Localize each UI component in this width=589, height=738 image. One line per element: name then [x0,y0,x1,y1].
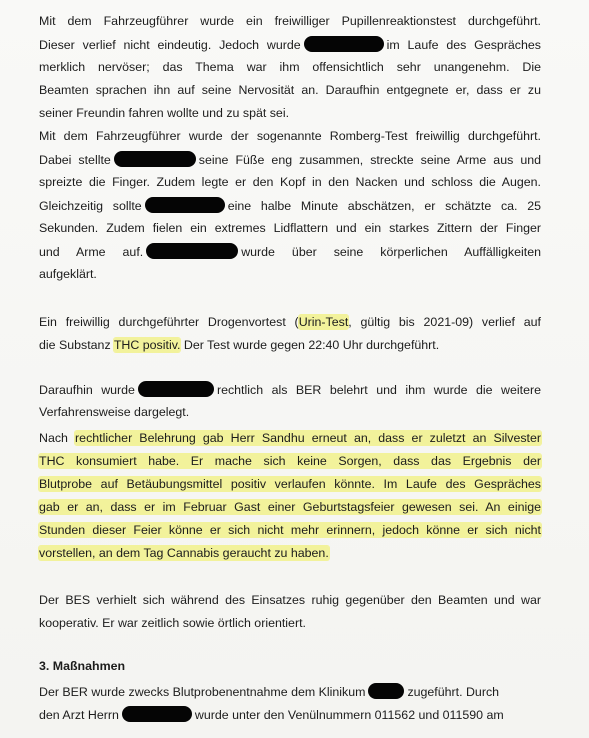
text-span: Gleichzeitig sollte [39,199,142,213]
highlighted-text: Blutprobe auf Betäubungsmittel positiv verlaufen könnte. Im Laufe des Gespräches [39,477,541,491]
text-span: die Substanz [39,338,111,352]
section-heading: 3. Maßnahmen [39,659,126,673]
text-span: wurde unter den Venülnummern 011562 und 011590 am [194,708,504,722]
paragraph-line [39,453,541,469]
text-span: Dabei stellte [39,153,111,167]
text-span: Der Test wurde gegen 22:40 Uhr durchgeführt. [183,338,440,352]
highlighted-text: THC konsumiert habe. Er mache sich keine Sorgen, dass das Ergebnis der [39,454,541,468]
text-span: im Laufe des Gespräches [386,38,541,52]
highlighted-text: gab er an, dass er im Februar Gast einer Geburtstagsfeier gewesen sei. An einige [39,500,541,514]
highlighted-text: vorstellen, an dem Tag Cannabis geraucht zu haben. [39,546,329,560]
text-span: und Arme auf. [39,245,144,259]
redaction-bar [145,197,225,213]
text-span: Der BER wurde zwecks Blutprobenentnahme dem Klinikum [39,685,366,699]
text-span: zugeführt. Durch [407,685,500,699]
paragraph-line: aufgeklärt. [39,267,97,281]
highlighted-text: THC positiv. [113,338,181,352]
text-span: rechtlich als BER belehrt und ihm wurde die weitere [216,383,541,397]
paragraph-line [39,337,439,353]
paragraph-line [39,683,499,700]
paragraph-line: seiner Freundin fahren wollte und zu spät sei. [39,106,290,120]
redaction-bar [146,243,238,259]
redaction-bar [138,381,214,397]
paragraph-line: Beamten sprachen ihn auf seine Nervosität an. Daraufhin entgegnete er, dass er zu [39,83,541,97]
redaction-bar [114,151,196,167]
paragraph-line: Mit dem Fahrzeugführer wurde ein freiwilliger Pupillenreaktionstest durchgeführt. [39,14,541,28]
paragraph-line [39,499,541,515]
paragraph-line: Mit dem Fahrzeugführer wurde der sogenannte Romberg-Test freiwillig durchgeführt. [39,129,541,143]
paragraph-line: kooperativ. Er war zeitlich sowie örtlich orientiert. [39,616,306,630]
redaction-bar [368,683,404,699]
paragraph-line [39,36,541,53]
text-span: , gültig bis 2021-09) verlief auf [348,315,542,329]
highlighted-text: Urin-Test [298,315,349,329]
text-span: den Arzt Herrn [39,708,119,722]
text-span: Dieser verlief nicht eindeutig. Jedoch wurde [39,38,301,52]
paragraph-line [39,381,541,398]
highlighted-text: Stunden dieser Feier könne er sich nicht mehr erinnern, jedoch könne er sich nicht [39,523,541,537]
paragraph-line [39,522,541,538]
paragraph-line: Sekunden. Zudem fielen ein extremes Lidflattern und ein starkes Zittern der Finger [39,221,541,235]
paragraph-line [39,706,504,723]
text-span: wurde über seine körperlichen Auffälligkeiten [241,245,541,259]
text-span: Nach [39,431,68,445]
paragraph-line [39,430,541,446]
paragraph-line [39,314,541,330]
paragraph-line [39,243,541,260]
text-span: eine halbe Minute abschätzen, er schätzte ca. 25 [227,199,541,213]
redaction-bar [122,706,192,722]
paragraph-line: Verfahrensweise dargelegt. [39,405,190,419]
paragraph-line [39,476,541,492]
paragraph-line: spreizte die Finger. Zudem legte er den Kopf in den Nacken und schloss die Augen. [39,175,541,189]
paragraph-line: Der BES verhielt sich während des Einsatzes ruhig gegenüber den Beamten und war [39,593,541,607]
text-span: Daraufhin wurde [39,383,135,397]
paragraph-line [39,151,541,168]
text-span: Ein freiwillig durchgeführter Drogenvortest ( [39,315,299,329]
text-span: seine Füße eng zusammen, streckte seine Arme aus und [198,153,541,167]
paragraph-line [39,545,329,561]
redaction-bar [304,36,384,52]
paragraph-line [39,197,541,214]
highlighted-text: rechtlicher Belehrung gab Herr Sandhu erneut an, dass er zuletzt an Silvester [75,431,541,445]
paragraph-line: merklich nervöser; das Thema war ihm offensichtlich sehr unangenehm. Die [39,60,541,74]
